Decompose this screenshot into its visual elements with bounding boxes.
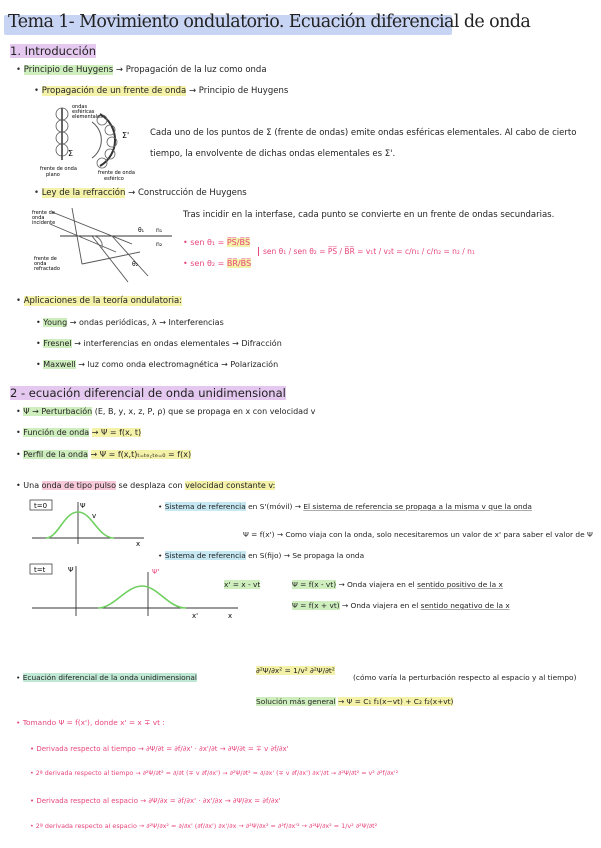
ref1b-line: Ψ = f(x') → Como viaja con la onda, solo necesitaremos un valor de x' para saber el valor de Ψ — [243, 530, 593, 539]
fig1-sigma: Σ — [68, 149, 74, 158]
fig2-b2: onda — [34, 261, 47, 267]
eq-ratio: sen θ₁ / sen θ₂ = P̅S̅ / B̅R̅ = v₁t / v₂t = c/n₁ / c/n₂ = n₂ / n₁ — [258, 247, 475, 256]
g2-xp: x' — [192, 612, 199, 620]
fig2-b3: refractado — [34, 266, 60, 272]
xprime-eq: x' = x - vt — [224, 580, 261, 589]
g1-label: t=0 — [34, 502, 48, 510]
g2-psi: Ψ — [68, 566, 74, 574]
refraccion-line: • Ley de la refracción → Construcción de Huygens — [34, 188, 247, 198]
ecdif-eq: ∂²Ψ/∂x² = 1/v² ∂²Ψ/∂t² — [256, 666, 335, 675]
ref1-line: • Sistema de referencia en S'(móvil) → El sistema de referencia se propaga a la misma v que la onda — [158, 502, 532, 511]
section1-heading: 1. Introducción — [10, 44, 97, 58]
fig1-l2: esféricas — [72, 109, 95, 115]
fig1-f2b: esférico — [104, 176, 124, 182]
fig1-f1: frente de onda — [40, 166, 77, 172]
apps-maxwell: • Maxwell → luz como onda electromagnética → Polarización — [36, 360, 279, 369]
fig1-sigma2: Σ' — [122, 131, 130, 140]
s2-b4: • Una onda de tipo pulso se desplaza con velocidad constante v: — [16, 481, 276, 490]
page-title: Tema 1- Movimiento ondulatorio. Ecuación diferencial de onda — [8, 12, 531, 32]
fig2-a: frente de — [32, 210, 55, 216]
huygens-figure — [40, 100, 150, 182]
pos-line: Ψ = f(x - vt) → Onda viajera en el sentido positivo de la x — [292, 580, 503, 589]
g2-psi2: Ψ' — [152, 568, 160, 576]
g1-x: x — [136, 540, 141, 548]
g1-psi: Ψ — [80, 502, 86, 510]
tomando-line: • Tomando Ψ = f(x'), donde x' = x ∓ vt : — [16, 718, 165, 727]
sol-line: Solución más general → Ψ = C₁ f₁(x−vt) + C₂ f₂(x+vt) — [256, 697, 454, 706]
fig2-t2: θ₂ — [132, 261, 139, 268]
fig2-t1: θ₁ — [138, 227, 145, 234]
fig1-l1: ondas — [72, 104, 88, 110]
para1a: Cada uno de los puntos de Σ (frente de ondas) emite ondas esféricas elementales. Al cabo de cierto — [150, 128, 577, 138]
g1-v: v — [92, 512, 97, 520]
ecdif-line: • Ecuación diferencial de la onda unidimensional — [16, 673, 197, 682]
fig2-n1: n₁ — [156, 227, 163, 234]
section2-heading: 2 - ecuación diferencial de onda unidimensional — [10, 386, 286, 400]
fig1-l3: elementales — [72, 114, 103, 120]
ecdif-desc: (cómo varía la perturbación respecto al espacio y al tiempo) — [353, 673, 577, 682]
s2-b3: • Perfil de la onda → Ψ = f(x,t)ₜ₌ₜₑ꜀ₜₑ₌₀ = f(x) — [16, 450, 192, 459]
apps-line: • Aplicaciones de la teoría ondulatoria: — [16, 296, 183, 306]
s2-b1: • Ψ → Perturbación (E, B, y, x, z, P, ρ) que se propaga en x con velocidad v — [16, 407, 316, 416]
fig2-b: frente de — [34, 256, 57, 262]
deriv1: • Derivada respecto al tiempo → ∂Ψ/∂t = ∂f/∂x' · ∂x'/∂t → ∂Ψ/∂t = ∓ v ∂f/∂x' — [30, 745, 289, 753]
pulse-graph-t — [28, 562, 243, 624]
g2-label: t=t — [34, 566, 46, 574]
g2-x: x — [228, 612, 233, 620]
fig2-a2: onda — [32, 215, 45, 221]
eq-sen2: • sen θ₂ = B̅R̅/B̅S̅ — [183, 259, 252, 268]
apps-young: • Young → ondas periódicas, λ → Interferencias — [36, 318, 224, 327]
ref2-line: • Sistema de referencia en S(fijo) → Se propaga la onda — [158, 551, 365, 560]
deriv2: • 2ª derivada respecto al tiempo → ∂²Ψ/∂t² = ∂/∂t (∓ v ∂f/∂x') → ∂²Ψ/∂t² = ∂/∂x' (∓ v ∂f/∂x') ∂x'/∂t → ∂²Ψ/∂t² = v² ∂²f/∂x'² — [30, 770, 399, 777]
deriv3: • Derivada respecto al espacio → ∂Ψ/∂x = ∂f/∂x' · ∂x'/∂x → ∂Ψ/∂x = ∂f/∂x' — [30, 797, 281, 805]
para2: Tras incidir en la interfase, cada punto se convierte en un frente de ondas secundarias. — [183, 210, 555, 220]
fig1-f2: frente de onda — [98, 170, 135, 176]
para1b: tiempo, la envolvente de dichas ondas elementales es Σ'. — [150, 149, 396, 159]
huygens-line: • Principio de Huygens → Propagación de la luz como onda — [16, 65, 267, 75]
s2-b2: • Función de onda → Ψ = f(x, t) — [16, 428, 142, 437]
apps-fresnel: • Fresnel → interferencias en ondas elementales → Difracción — [36, 339, 282, 348]
deriv4: • 2ª derivada respecto al espacio → ∂²Ψ/∂x² = ∂/∂x' (∂f/∂x') ∂x'/∂x → ∂²Ψ/∂x² = ∂²f/∂x'² → ∂²Ψ/∂x² = 1/v² ∂²Ψ/∂t² — [30, 822, 378, 830]
frente-line: • Propagación de un frente de onda → Principio de Huygens — [34, 86, 289, 96]
eq-sen1: • sen θ₁ = P̅S̅/B̅S̅ — [183, 238, 251, 247]
fig2-a3: incidente — [32, 220, 56, 226]
neg-line: Ψ = f(x + vt) → Onda viajera en el sentido negativo de la x — [292, 601, 510, 610]
fig1-f1b: plano — [46, 172, 60, 178]
refraction-figure — [32, 204, 180, 288]
pulse-graph-t0 — [28, 498, 148, 548]
fig2-n2: n₂ — [156, 241, 163, 248]
